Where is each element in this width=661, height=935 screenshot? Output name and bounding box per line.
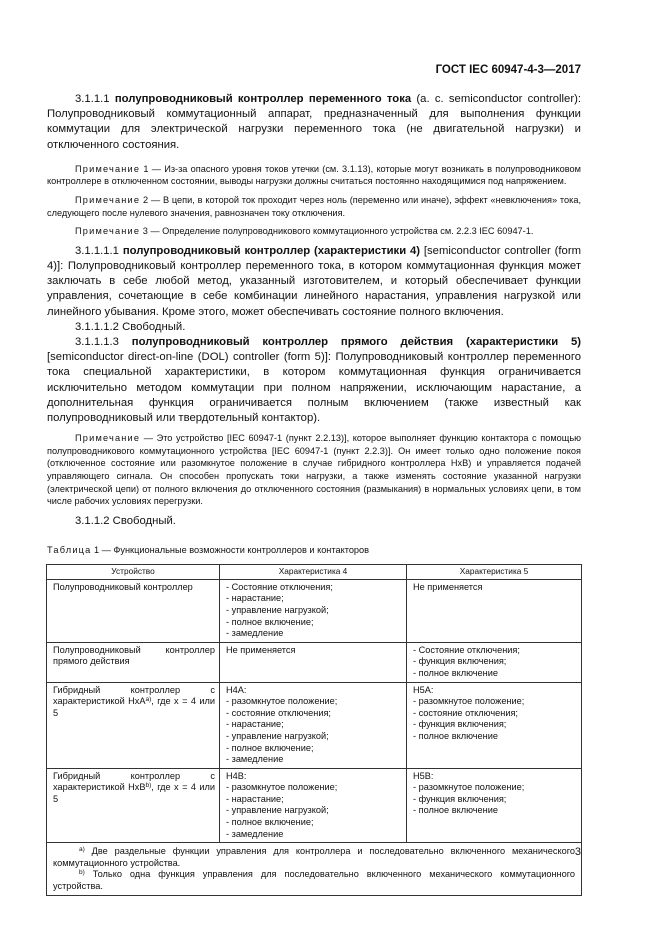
cell-line: - полное включение;: [226, 742, 314, 753]
device-cell: Полупроводниковый контроллер: [47, 579, 220, 642]
note-1: Примечание 1 — Из-за опасного уровня токов утечки (см. 3.1.13), которые могут возникать в полупроводниковом контроллере в отключенном состоянии, выводы нагрузки должны считаться постоянно находящимися под напряжением.: [47, 163, 581, 187]
device-cell: Гибридный контроллер с характеристикой HxA$^{а)}$, где x = 4 или 5: [47, 682, 220, 768]
term: полупроводниковый контроллер переменного тока: [114, 93, 412, 105]
clause-3-1-1-1-1: 3.1.1.1.1 полупроводниковый контроллер (характеристики 4) [semiconductor controller (form 4)]: Полупроводниковый контроллер переменного тока, в котором коммутационная функция может заключать в себе любой метод, указанный изготовителем, и который обеспечивает функции управления, сочетающие в себе комбинации линейного нарастания, управления нагрузкой или линейного убывания. Кроме этого, может обеспечивать состояние полного включения.: [47, 244, 581, 318]
cell-line: Н5А:: [413, 684, 434, 695]
cell-line: - функция включения;: [413, 656, 507, 667]
column-header: Устройство: [47, 565, 220, 580]
cell-line: - разомкнутое положение;: [413, 696, 525, 707]
cell-line: Н5В:: [413, 770, 434, 781]
clause-3-1-1-1-2: 3.1.1.1.2 Свободный.: [75, 320, 186, 333]
form4-cell: [220, 642, 407, 682]
table-header-row: [47, 565, 582, 580]
cell-line: - Состояние отключения;: [226, 581, 333, 592]
form4-cell: [220, 682, 407, 768]
table-footnotes-row: [47, 843, 582, 895]
functions-table: [46, 564, 582, 895]
cell-line: - полное включение;: [226, 817, 314, 828]
term: полупроводниковый контроллер прямого действия (характеристики 5): [131, 336, 582, 348]
table-row: [47, 768, 582, 843]
note-2: Примечание 2 — В цепи, в которой ток проходит через ноль (переменно или иначе), эффект «невключения» тока, следующего после нулевого значения, равнозначен току отключения.: [47, 195, 581, 218]
table-row: [47, 642, 582, 682]
device-cell: Гибридный контроллер с характеристикой HxB$^{b)}$, где x = 4 или 5: [47, 768, 220, 843]
column-header: Характеристика 4: [220, 565, 407, 580]
table-caption: Таблица 1 — Функциональные возможности контроллеров и контакторов: [47, 544, 370, 555]
cell-line: - нарастание;: [226, 593, 284, 604]
cell-line: - нарастание;: [226, 793, 284, 804]
cell-line: - управление нагрузкой;: [226, 730, 329, 741]
cell-line: - управление нагрузкой;: [226, 604, 329, 615]
document-header: ГОСТ IEC 60947-4-3—2017: [435, 64, 581, 76]
cell-line: - разомкнутое положение;: [226, 782, 338, 793]
cell-line: Н4А:: [226, 684, 247, 695]
page-number: 3: [574, 846, 581, 858]
cell-line: Н4В:: [226, 770, 247, 781]
cell-line: - замедление: [226, 828, 284, 839]
table-row: [47, 579, 582, 642]
cell-line: - разомкнутое положение;: [413, 782, 525, 793]
form5-cell: [407, 768, 582, 843]
cell-line: Не применяется: [226, 644, 296, 655]
cell-line: Не применяется: [413, 581, 483, 592]
device-cell: Полупроводниковый контроллер прямого действия: [47, 642, 220, 682]
cell-line: - состояние отключения;: [226, 707, 331, 718]
note-4: Примечание — Это устройство [IEC 60947-1 (пункт 2.2.13)], которое выполняет функцию контактора с помощью полупроводникового коммутационного устройства [IEC 60947-1 (пункт 2.2.3)]. Он имеет только одно положение покоя (отключенное состояние или разомкнутое положение в случае гибридного контроллера HxB) и управляется подачей управляющего сигнала. Он способен пропускать токи нагрузки, а также изменять состояние указанной нагрузки (электрической цепи) от полного включения до отключенного состояния (размыкания) в нормальных условиях цепи, в том числе рабочих условиях перегрузки.: [47, 433, 581, 507]
cell-line: - состояние отключения;: [413, 707, 518, 718]
cell-line: - Состояние отключения;: [413, 644, 520, 655]
cell-line: - замедление: [226, 628, 284, 639]
cell-line: - полное включение;: [226, 616, 314, 627]
form5-cell: [407, 682, 582, 768]
column-header: Характеристика 5: [407, 565, 582, 580]
form4-cell: [220, 579, 407, 642]
footnote-a: $^{а)}$ Две раздельные функции управления для контроллера и последовательно включенного механического коммутационного устройства.: [53, 846, 575, 868]
table-row: [47, 682, 582, 768]
form4-cell: [220, 768, 407, 843]
note-3: Примечание 3 — Определение полупроводникового коммутационного устройства см. 2.2.3 IEC 60947-1.: [75, 226, 534, 237]
cell-line: - управление нагрузкой;: [226, 805, 329, 816]
cell-line: - замедление: [226, 754, 284, 765]
clause-3-1-1-1-3: 3.1.1.1.3 полупроводниковый контроллер прямого действия (характеристики 5) [semiconductor direct-on-line (DOL) controller (form 5)]: Полупроводниковый контроллер переменного тока специальной характеристики, в котором коммутационная функция ограничивается исключительно методом коммутации при полном напряжении, исключающим нарастание, а дополнительная функция ограничивается полным включением (также известный как полупроводниковый или твердотельный контактор).: [47, 336, 582, 425]
clause-3-1-1-2: 3.1.1.2 Свободный.: [75, 514, 176, 527]
term: полупроводниковый контроллер (характеристики 4): [122, 244, 421, 257]
cell-line: - полное включение: [413, 667, 498, 678]
cell-line: - полное включение: [413, 805, 498, 816]
cell-line: - функция включения;: [413, 793, 507, 804]
page-content: [47, 92, 581, 896]
form5-cell: [407, 642, 582, 682]
cell-line: - полное включение: [413, 730, 498, 741]
form5-cell: [407, 579, 582, 642]
clause-3-1-1-1: 3.1.1.1 полупроводниковый контроллер переменного тока (а. с. semiconductor controller): Полупроводниковый коммутационный аппарат, предназначенный для выполнения функции коммутации для электрической нагрузки переменного тока (не двигательной нагрузки) и отключенного состояния.: [47, 93, 582, 151]
table-footnotes: [47, 843, 582, 895]
cell-line: - нарастание;: [226, 719, 284, 730]
cell-line: - разомкнутое положение;: [226, 696, 338, 707]
cell-line: - функция включения;: [413, 719, 507, 730]
footnote-b: $^{b)}$ Только одна функция управления для последовательно включенного механического коммутационного устройства.: [53, 869, 575, 892]
